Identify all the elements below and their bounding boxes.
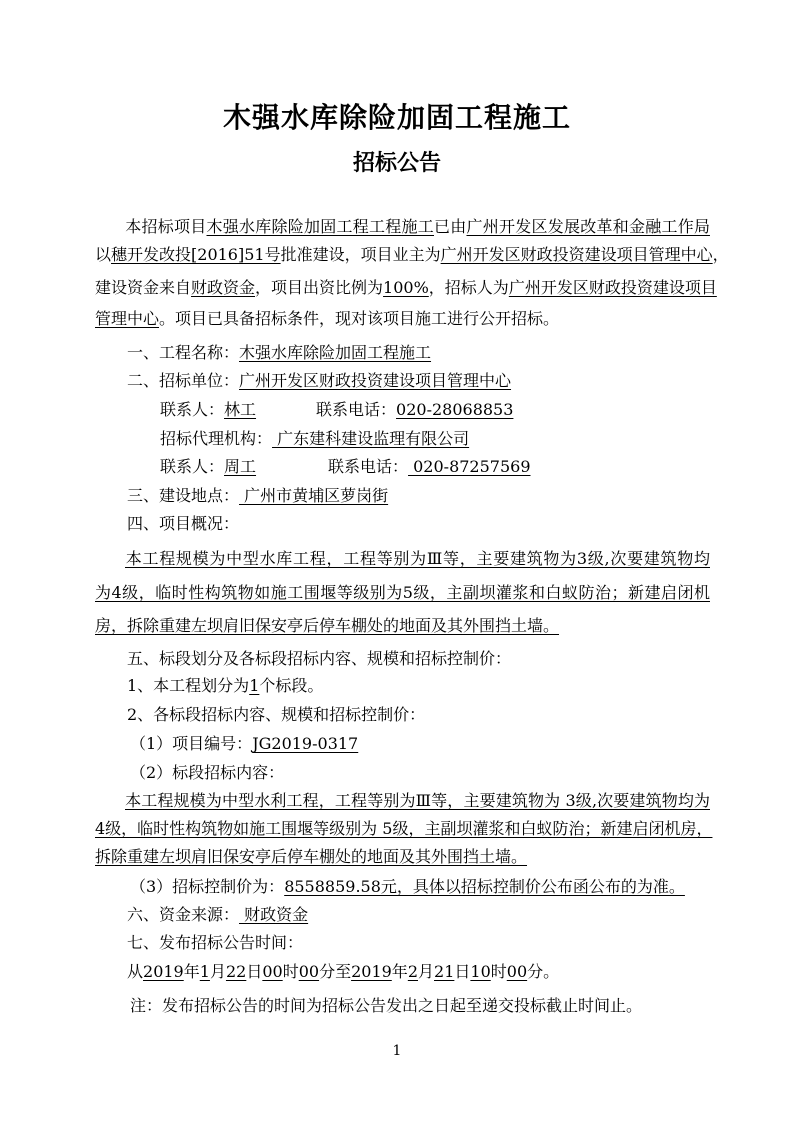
contact-2: 联系人：周工 联系电话： 020-87257569 (160, 457, 531, 476)
publish-note: 注：发布招标公告的时间为招标公告发出之日起至递交投标截止时间止。 (130, 996, 643, 1015)
publish-period: 从2019年1月22日00时00分至2019年2月21日10时00分。 (127, 962, 560, 981)
intro-line-1: 本招标项目木强水库除险加固工程工程施工已由广州开发区发展改革和金融工作局 (125, 217, 710, 236)
section-tenderer: 二、招标单位：广州开发区财政投资建设项目管理中心 (127, 371, 512, 390)
content-line-2: 4级，临时性构筑物如施工围堰等级别为 5级，主副坝灌浆和白蚁防治；新建启闭机房， (95, 819, 713, 838)
contact-1: 联系人：林工 联系电话：020-28068853 (160, 400, 514, 419)
overview-line-2: 为4级，临时性构筑物如施工围堰等级别为5级，主副坝灌浆和白蚁防治；新建启闭机 (95, 583, 710, 602)
intro-line-4: 管理中心。项目已具备招标条件，现对该项目施工进行公开招标。 (95, 309, 560, 328)
item-lot-detail: 2、各标段招标内容、规模和招标控制价： (127, 705, 426, 724)
section-publish-time: 七、发布招标公告时间： (127, 933, 304, 952)
section-location: 三、建设地点： 广州市黄埔区萝岗街 (127, 486, 389, 505)
page-number: 1 (392, 1043, 402, 1059)
lot-content-label: （2）标段招标内容： (130, 763, 285, 782)
section-funding: 六、资金来源： 财政资金 (127, 905, 309, 924)
page-subtitle: 招标公告 (352, 150, 441, 176)
agency: 招标代理机构： 广东建科建设监理有限公司 (160, 429, 470, 448)
control-price: （3）招标控制价为：8558859.58元，具体以招标控制价公布函公布的为准。 (130, 877, 685, 896)
intro-line-3: 建设资金来自财政资金，项目出资比例为100%，招标人为广州开发区财政投资建设项目 (95, 278, 717, 297)
page-title: 木强水库除险加固工程施工 (222, 101, 571, 134)
project-number: （1）项目编号：JG2019-0317 (130, 734, 359, 753)
overview-line-3: 房，拆除重建左坝肩旧保安亭后停车棚处的地面及其外围挡土墙。 (95, 616, 560, 635)
content-line-1: 本工程规模为中型水利工程，工程等别为Ⅲ等，主要建筑物为 3级,次要建筑物均为 (125, 791, 710, 810)
section-overview: 四、项目概况： (127, 514, 240, 533)
intro-line-2: 以穗开发改投[2016]51号批准建设，项目业主为广州开发区财政投资建设项目管理中心， (95, 245, 729, 264)
item-lot-count: 1、本工程划分为1个标段。 (127, 676, 324, 695)
overview-line-1: 本工程规模为中型水库工程，工程等别为Ⅲ等，主要建筑物为3级,次要建筑物均 (125, 549, 710, 568)
section-project-name: 一、工程名称：木强水库除险加固工程施工 (127, 343, 432, 362)
content-line-3: 拆除重建左坝肩旧保安亭后停车棚处的地面及其外围挡土墙。 (95, 847, 528, 866)
section-lots: 五、标段划分及各标段招标内容、规模和招标控制价： (127, 649, 512, 668)
